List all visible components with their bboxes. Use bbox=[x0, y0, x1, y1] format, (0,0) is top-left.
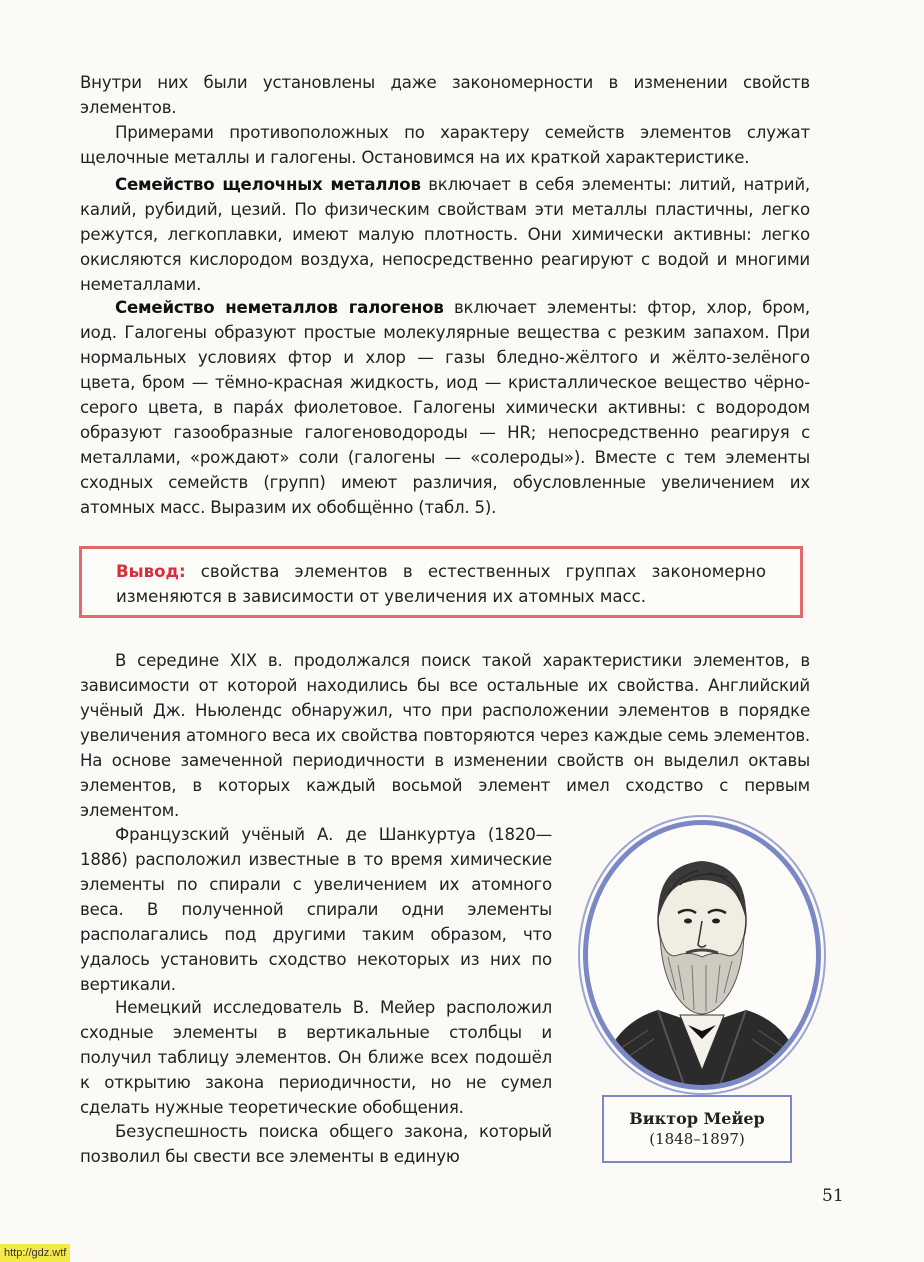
paragraph-halogens bbox=[80, 295, 810, 520]
term-halogens: Семейство неметаллов галогенов bbox=[115, 298, 444, 317]
portrait-frame bbox=[583, 820, 821, 1090]
page-number: 51 bbox=[822, 1186, 844, 1206]
halogens-description: включает элементы: фтор, хлор, бром, иод. Галогены образуют простые молекулярные вещества с резким запахом. При нормальных условиях фтор и хлор — газы бледно-жёлтого и жёлто-зелёного цвета, бром — тёмно-красная жидкость, иод — кристаллическое вещество чёрно-серого цвета, в пара́х фиолетовое. Галогены химически активны: с водородом образуют газообразные галогеноводороды — HR; непосредственно реагируя с металлами, «рождают» соли (галогены — «солероды»). Вместе с тем элементы сходных семейств (групп) имеют различия, обусловленные увеличением их атомных масс. Выразим их обобщённо (табл. 5). bbox=[80, 298, 810, 517]
portrait-caption bbox=[602, 1095, 792, 1163]
caption-name: Виктор Мейер bbox=[629, 1109, 765, 1128]
alkali-metals-description: включает в себя элементы: литий, натрий, калий, рубидий, цезий. По физическим свойствам эти металлы пластичны, легко режутся, легкоплавки, имеют малую плотность. Они химически активны: легко окисляются кислородом воздуха, непосредственно реагируют с водой и многими неметаллами. bbox=[80, 175, 810, 294]
term-alkali-metals: Семейство щелочных металлов bbox=[115, 175, 421, 194]
paragraph-alkali-metals bbox=[80, 172, 810, 297]
paragraph-newlands: В середине XIX в. продолжался поиск такой характеристики элементов, в зависимости от которой находились бы все остальные их свойства. Английский учёный Дж. Ньюлендс обнаружил, что при расположении элементов в порядке увеличения атомного веса их свойства повторяются через каждые семь элементов. На основе замеченной периодичности в изменении свойств он выделил октавы элементов, в которых каждый восьмой элемент имел сходство с первым элементом. bbox=[80, 651, 810, 820]
conclusion-text bbox=[116, 559, 766, 609]
paragraph-examples: Примерами противоположных по характеру семейств элементов служат щелочные металлы и галогены. Остановимся на их краткой характеристике. bbox=[80, 123, 810, 167]
caption-years: (1848–1897) bbox=[649, 1130, 745, 1148]
conclusion-label: Вывод: bbox=[116, 562, 186, 581]
portrait-illustration bbox=[588, 825, 816, 1085]
paragraph-meyer: Немецкий исследователь В. Мейер расположил сходные элементы в вертикальные столбцы и получил таблицу элементов. Он ближе всех подошёл к открытию закона периодичности, но не сумел сделать нужные теоретические обобщения. bbox=[80, 998, 552, 1117]
conclusion-body: свойства элементов в естественных группах закономерно изменяются в зависимости от увеличения их атомных масс. bbox=[116, 562, 766, 606]
watermark-link[interactable]: http://gdz.wtf bbox=[0, 1244, 70, 1262]
paragraph-intro: Внутри них были установлены даже закономерности в изменении свойств элементов. bbox=[80, 73, 810, 117]
paragraph-general-law: Безуспешность поиска общего закона, который позволил бы свести все элементы в единую bbox=[80, 1122, 552, 1166]
paragraph-chancourtois: Французский учёный А. де Шанкуртуа (1820—1886) расположил известные в то время химические элементы по спирали с увеличением их атомного веса. В полученной спирали одни элементы располагались под другими таким образом, что удалось установить сходство некоторых из них по вертикали. bbox=[80, 825, 552, 994]
conclusion-box bbox=[79, 546, 803, 618]
